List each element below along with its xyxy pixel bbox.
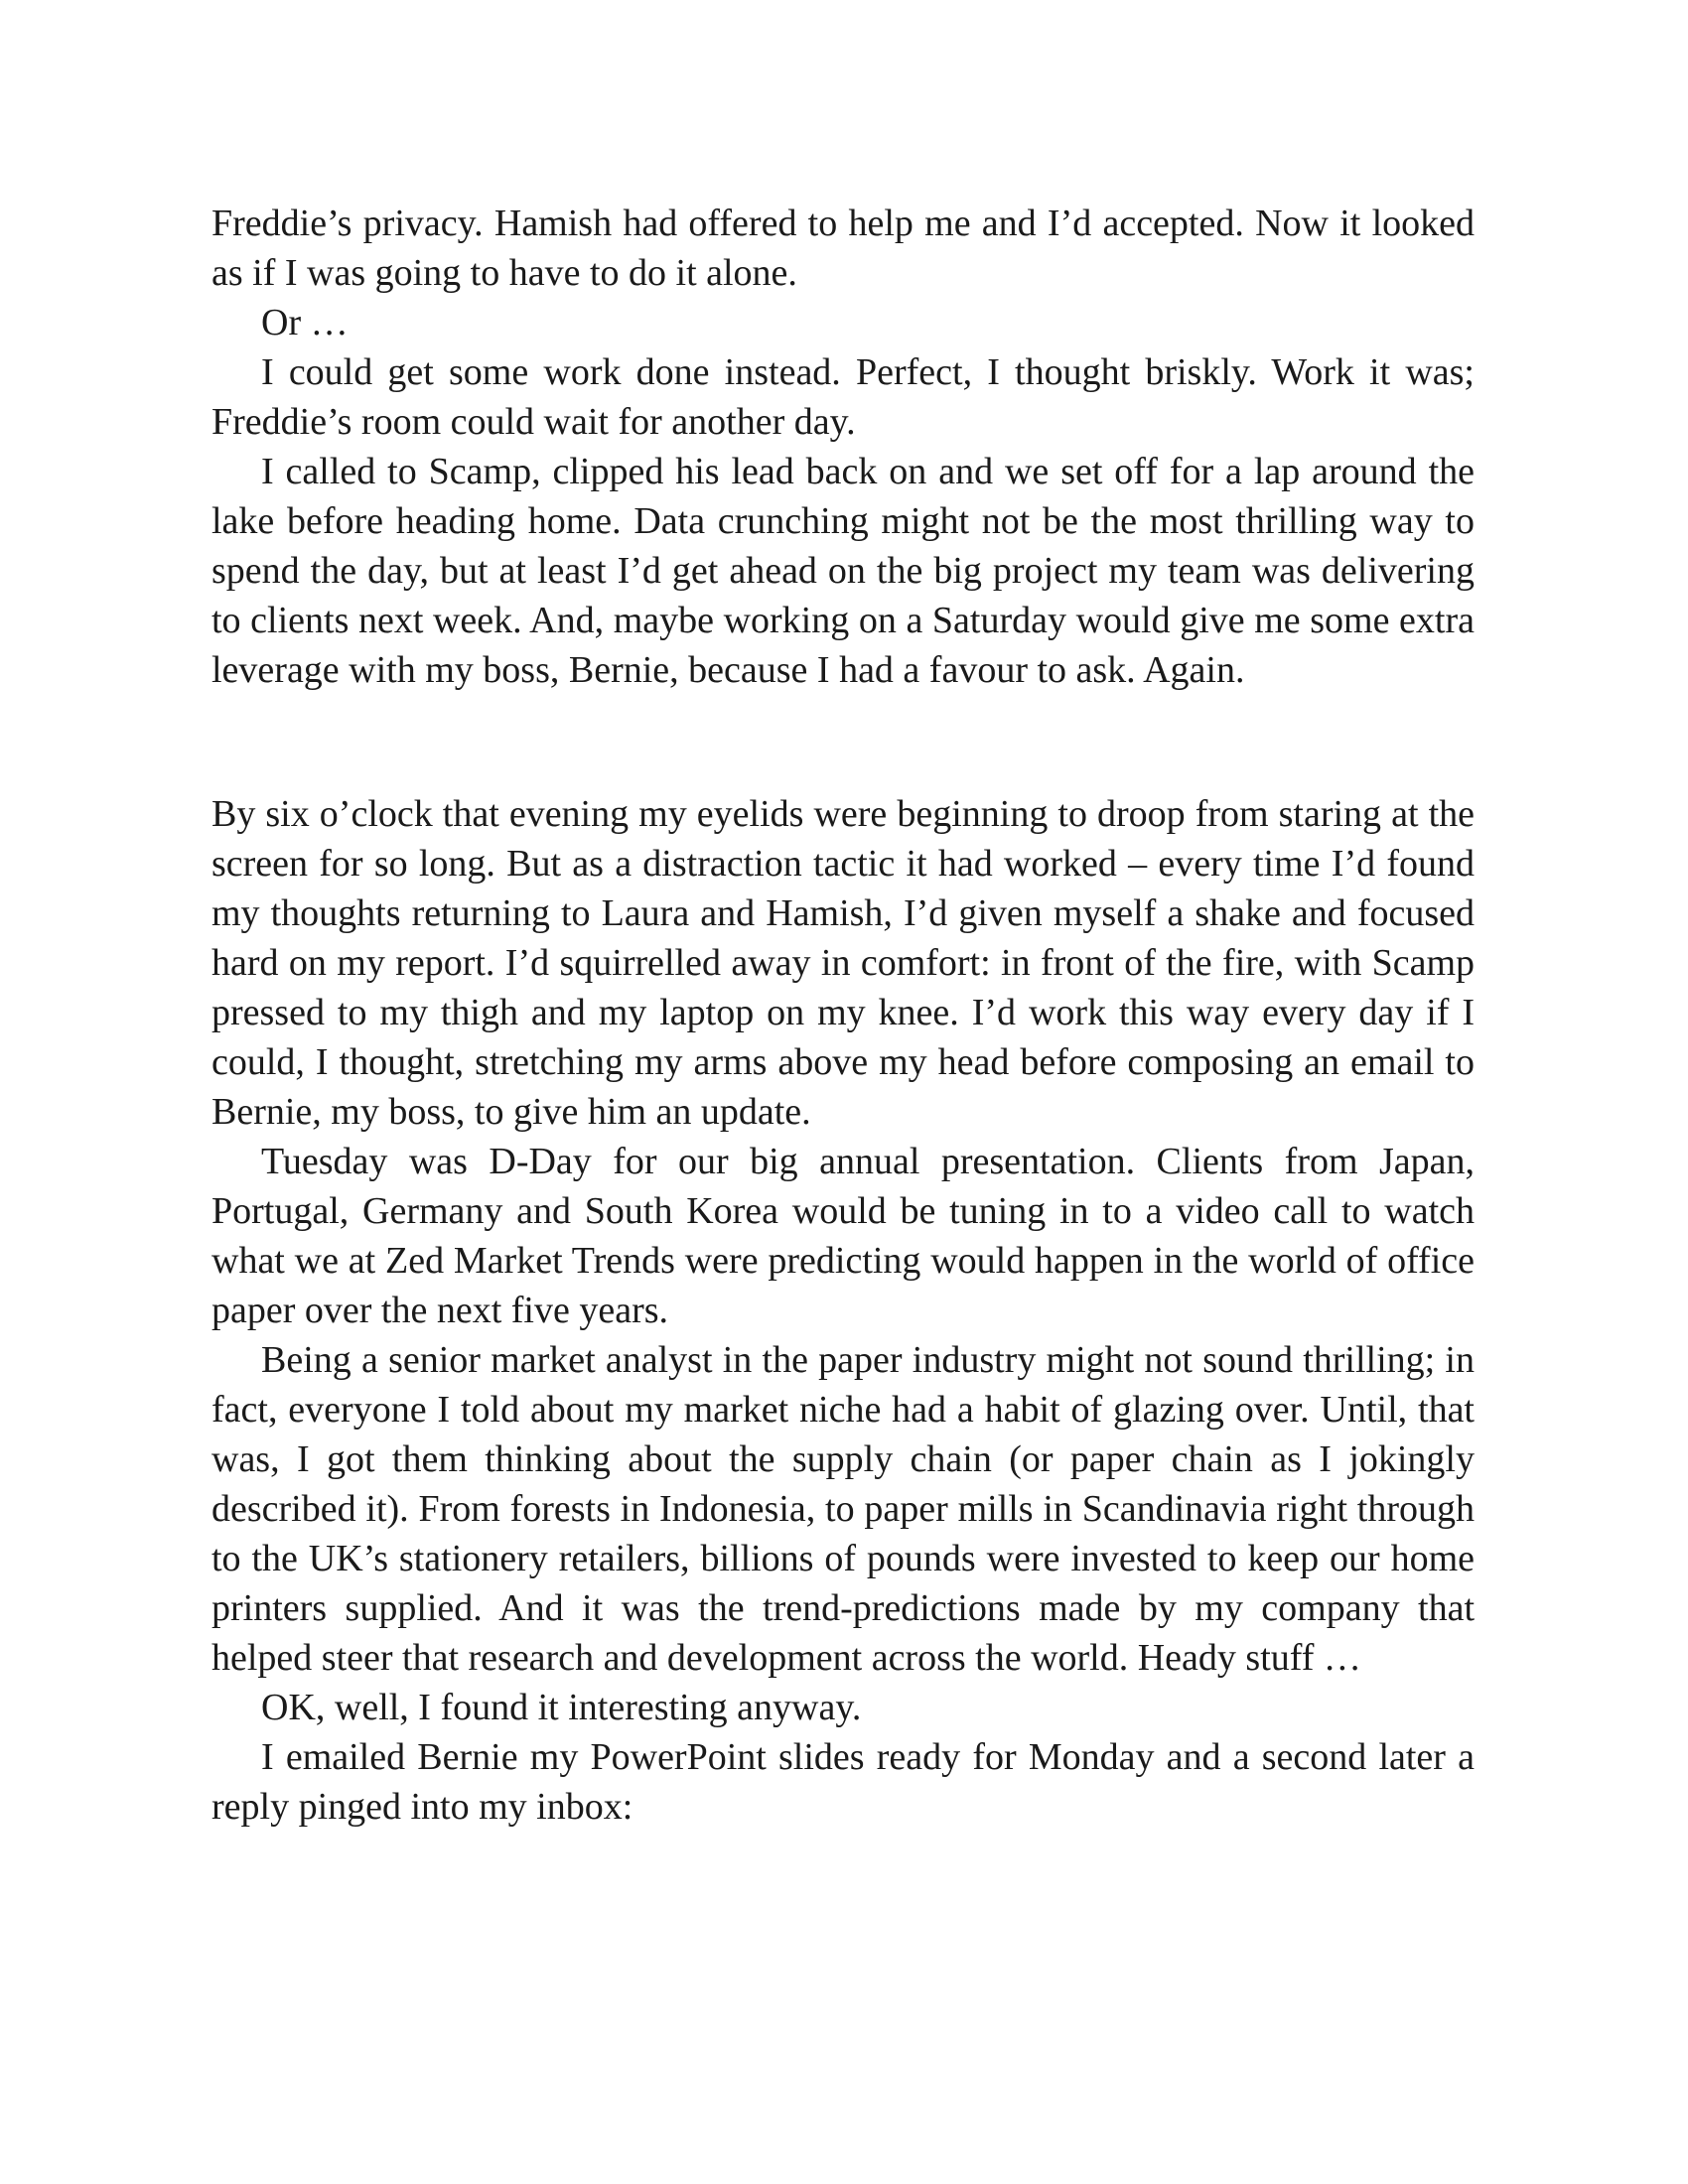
paragraph: I emailed Bernie my PowerPoint slides ready for Monday and a second later a reply pinged into my inbox: bbox=[211, 1736, 1475, 1828]
paragraph: OK, well, I found it interesting anyway. bbox=[261, 1687, 862, 1728]
text-section-1 bbox=[211, 199, 1475, 695]
paragraph: Tuesday was D-Day for our big annual presentation. Clients from Japan, Portugal, Germany and South Korea would be tuning in to a video call to watch what we at Zed Market Trends were predicting would happen in the world of office paper over the next five years. bbox=[211, 1141, 1475, 1331]
paragraph: By six o’clock that evening my eyelids were beginning to droop from staring at the screen for so long. But as a distraction tactic it had worked – every time I’d found my thoughts returning to Laura and Hamish, I’d given myself a shake and focused hard on my report. I’d squirrelled away in comfort: in front of the fire, with Scamp pressed to my thigh and my laptop on my knee. I’d work this way every day if I could, I thought, stretching my arms above my head before composing an email to Bernie, my boss, to give him an update. bbox=[211, 793, 1475, 1133]
paragraph: Being a senior market analyst in the paper industry might not sound thrilling; in fact, everyone I told about my market niche had a habit of glazing over. Until, that was, I got them thinking about the supply chain (or paper chain as I jokingly described it). From forests in Indonesia, to paper mills in Scandinavia right through to the UK’s stationery retailers, billions of pounds were invested to keep our home printers supplied. And it was the trend-predictions made by my company that helped steer that research and development across the world. Heady stuff … bbox=[211, 1339, 1475, 1679]
paragraph: Or … bbox=[261, 302, 349, 343]
paragraph: Freddie’s privacy. Hamish had offered to help me and I’d accepted. Now it looked as if I was going to have to do it alone. bbox=[211, 203, 1475, 294]
paragraph: I could get some work done instead. Perfect, I thought briskly. Work it was; Freddie’s room could wait for another day. bbox=[211, 351, 1475, 443]
text-section-2 bbox=[211, 789, 1475, 1832]
paragraph: I called to Scamp, clipped his lead back on and we set off for a lap around the lake before heading home. Data crunching might not be the most thrilling way to spend the day, but at least I’d get ahead on the big project my team was delivering to clients next week. And, maybe working on a Saturday would give me some extra leverage with my boss, Bernie, because I had a favour to ask. Again. bbox=[211, 451, 1475, 691]
